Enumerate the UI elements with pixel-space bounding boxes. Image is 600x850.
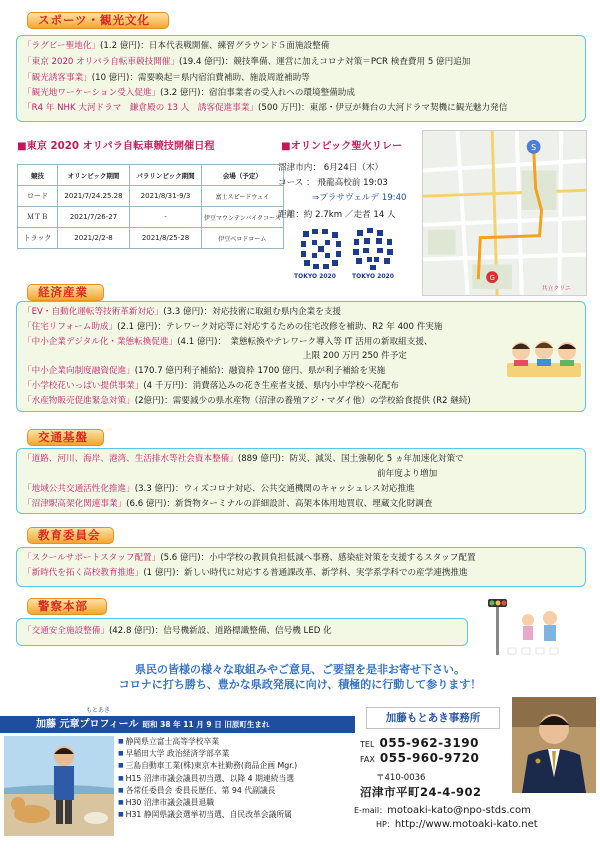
section-header-police: 警察本部 [27,598,107,615]
schedule-cell: トラック [18,228,58,249]
schedule-cell: 伊豆マウンテンバイクコース [202,207,284,228]
infra-item-detail: 前年度より増加 [377,469,438,479]
infra-item-1 [377,469,437,480]
schedule-table [17,164,284,249]
profile-career-item: ■ 静岡県立富士高等学校卒業 [118,736,297,748]
olympic-logo-text: TOKYO 2020 [294,273,336,280]
schedule-cell: 2021/8/31-9/3 [130,186,202,207]
sports-item-detail: (500 万円)：東部・伊豆が舞台の大河ドラマ契機に観光魅力発信 [258,103,508,113]
economy-item-3 [303,351,407,362]
schedule-cell: 富士スピードウェイ [202,186,284,207]
relay-distance: 距離：約 2.7km ／走者 14 人 [278,210,396,220]
police-item-0 [23,626,332,637]
economy-item-5 [23,381,399,392]
office-fax: FAX 055-960-9720 [360,751,480,765]
sports-item-title: 「観光誘客事業」 [23,73,92,83]
closing-message-line2: コロナに打ち勝ち、豊かな県政発展に向け、積極的に行動して参ります！ [118,678,482,691]
economy-item-title: 「EV・自動化運転等技術革新対応」 [23,307,164,317]
economy-item-1 [23,322,443,333]
schedule-title: ■東京 2020 オリパラ自転車競技開催日程 [17,141,215,152]
profile-photo-beach [4,736,114,836]
economy-item-detail: (2.1 億円)：テレワーク対応等に対応するための住宅改修を補助、R2 年 400 件実施 [117,322,443,332]
schedule-header-0: 競技 [18,165,58,186]
education-item-title: 「新時代を拓く高校教育推進」 [23,568,144,578]
sports-item-title: 「R4 年 NHK 大河ドラマ 鎌倉殿の 13 人 誘客促進事業」 [23,103,259,113]
profile-career-item: ■ 三島自動車工業(株)東京本社勤務(商品企画 Mgr.) [118,760,297,772]
sports-item-detail: (3.2 億円)：宿泊事業者の受入れへの環境整備助成 [160,88,355,98]
sports-item-4 [23,103,507,114]
profile-career-item: ■ H30 沼津市議会議員退職 [118,797,297,809]
schedule-cell: 2021/8/25-28 [130,228,202,249]
torch-relay-title: ■オリンピック聖火リレー [281,141,403,152]
section-box-police [16,618,468,646]
sports-item-title: 「東京 2020 オリパラ自転車競技開催」 [23,57,179,67]
economy-item-title: 「中小企業向制度融資促進」 [23,366,135,376]
sports-item-1 [23,57,470,68]
section-header-infra: 交通基盤 [27,429,104,446]
infra-item-title: 「地域公共交通活性化推進」 [23,484,135,494]
education-item-1 [23,568,468,579]
profile-career-item: ■ H15 沼津市議会議員初当選、以降 4 期連続当選 [118,773,297,785]
schedule-cell: - [130,207,202,228]
profile-name-ruby: もとあき [86,707,111,714]
economy-item-title: 「中小企業デジタル化・業態転換促進」 [23,337,178,347]
portrait-photo [512,697,596,793]
infra-item-title: 「道路、河川、海岸、港湾、生活排水等社会資本整備」 [23,454,238,464]
sports-item-3 [23,88,355,99]
section-box-infra [16,448,586,514]
economy-item-detail: (4 千万円)：消費落込みの花き生産者支援、県内小中学校へ花配布 [143,381,399,391]
economy-item-detail: (2億円)：需要減少の県水産物（沼津の養殖アジ・マダイ他）の学校給食提供 (R2 継続) [134,396,471,406]
schedule-row [18,186,284,207]
profile-career-list [118,736,297,821]
profile-birth: 昭和 38 年 11 月 9 日 旧原町生まれ [142,720,270,729]
schedule-header-2: パラリンピック期間 [130,165,202,186]
relay-course-end: ⇒プラサヴェルデ 19:40 [312,193,407,203]
education-item-detail: (5.6 億円)：小中学校の教員負担低減へ事務、感染症対策を支援するスタッフ配置 [160,553,476,563]
section-header-economy: 経済産業 [27,284,104,301]
infra-item-detail: (3.3 億円)：ウィズコロナ対応、公共交通機関のキャッシュレス対応推進 [134,484,415,494]
schedule-cell: 2021/7/24.25.28 [58,186,130,207]
sports-item-0 [23,41,329,52]
infra-item-detail: (889 億円)：防災、減災、国土強靭化 5 ヵ年加速化対策で [237,454,464,464]
office-address: 沼津市平町24-4-902 [360,785,482,799]
section-box-sports [16,35,586,122]
economy-item-2 [23,337,433,348]
sports-item-detail: (1.2 億円)：日本代表戦開催、練習グラウンド５面施設整備 [100,41,330,51]
office-fax-number: 055-960-9720 [379,751,480,765]
profile-name: 加藤 元章プロフィール [36,719,139,730]
relay-date: 沼津市内： 6月24日（木） [278,163,384,173]
infra-item-2 [23,484,415,495]
paralympic-emblem-icon [350,226,396,272]
relay-course: コース ： 飛龍高校前 19:03 [278,178,388,188]
office-tel-number: 055-962-3190 [379,736,479,750]
schedule-header-1: オリンピック期間 [58,165,130,186]
office-hp-url: http://www.motoaki-kato.net [394,819,538,830]
office-tel: TEL 055-962-3190 [360,736,479,750]
traffic-safety-illustration-icon [478,596,578,658]
schedule-row [18,207,284,228]
schedule-header-3: 会場（予定） [202,165,284,186]
education-item-title: 「スクールサポートスタッフ配置」 [23,553,161,563]
infra-item-3 [23,499,432,510]
infra-item-title: 「沼津駅高架化関連事業」 [23,499,127,509]
economy-item-title: 「住宅リフォーム助成」 [23,322,118,332]
education-item-detail: (1 億円)：新しい時代に対応する普通課改革、新学科、実学系学科での産学連携推進 [143,568,468,578]
economy-item-detail: 上限 200 万円 250 件予定 [303,351,407,361]
police-item-detail: (42.8 億円)：信号機新設、道路標識整備、信号機 LED 化 [108,626,332,636]
economy-item-4 [23,366,385,377]
sports-item-2 [23,73,310,84]
sports-item-title: 「観光地ワーケーション受入促進」 [23,88,161,98]
sports-item-detail: (19.4 億円)：競技準備、運営に加えコロナ対策＝PCR 検査費用 5 億円追加 [178,57,471,67]
economy-item-6 [23,396,471,407]
economy-item-title: 「小学校花いっぱい提供事業」 [23,381,144,391]
sports-item-detail: (10 億円)：需要喚起＝県内宿泊費補助、施設周遊補助等 [91,73,310,83]
section-header-sports: スポーツ・観光文化 [27,12,169,29]
section-box-education [16,547,586,587]
paralympic-logo-text: TOKYO 2020 [352,273,394,280]
schedule-cell: 2021/2/2-8 [58,228,130,249]
economy-item-detail: (170.7 億円利子補給)：融資枠 1700 億円、県が利子補給を実施 [134,366,386,376]
profile-header [0,716,355,733]
infra-item-0 [23,454,464,465]
office-email-address: motoaki-kato@npo-stds.com [387,805,531,816]
children-illustration-icon [505,335,583,380]
profile-career-item: ■ H31 静岡県議会選挙初当選、自民改革会議所属 [118,809,297,821]
economy-item-title: 「水産物販売促進緊急対策」 [23,396,135,406]
office-zip: 〒410-0036 [376,773,426,783]
office-title: 加藤もとあき事務所 [366,707,500,729]
map-goal-label: G [489,274,495,283]
office-email: E-mail：motoaki-kato@npo-stds.com [354,805,531,816]
schedule-row [18,228,284,249]
schedule-cell: ＭＴＢ [18,207,58,228]
police-item-title: 「交通安全施設整備」 [23,626,109,636]
economy-item-detail: (3.3 億円)：対応技術に取組む県内企業を支援 [163,307,342,317]
olympic-emblem-icon [298,226,344,272]
economy-item-detail: (4.1 億円)： 業態転換やテレワーク導入等 IT 活用の新取組支援、 [177,337,433,347]
map-place-label: 共立クリニ [541,286,571,293]
profile-career-item: ■ 早稲田大学 政治経済学部卒業 [118,748,297,760]
schedule-cell: ロード [18,186,58,207]
sports-item-title: 「ラグビー聖地化」 [23,41,101,51]
economy-item-0 [23,307,341,318]
map-start-label: S [531,142,537,152]
profile-career-item: ■ 各常任委員会 委員長歴任、第 94 代副議長 [118,785,297,797]
schedule-cell: 伊豆ベロドローム [202,228,284,249]
office-hp: HP：http://www.motoaki-kato.net [376,819,538,830]
infra-item-detail: (6.6 億円)：新貨物ターミナルの詳細設計、高架本体用地買収、埋蔵文化財調査 [126,499,433,509]
education-item-0 [23,553,476,564]
section-header-education: 教育委員会 [27,527,114,544]
relay-route-map [422,130,587,296]
schedule-cell: 2021/7/26-27 [58,207,130,228]
section-box-economy [16,301,586,412]
closing-message-line1: 県民の皆様の様々な取組みやご意見、ご要望を是非お寄せ下さい。 [135,663,465,676]
